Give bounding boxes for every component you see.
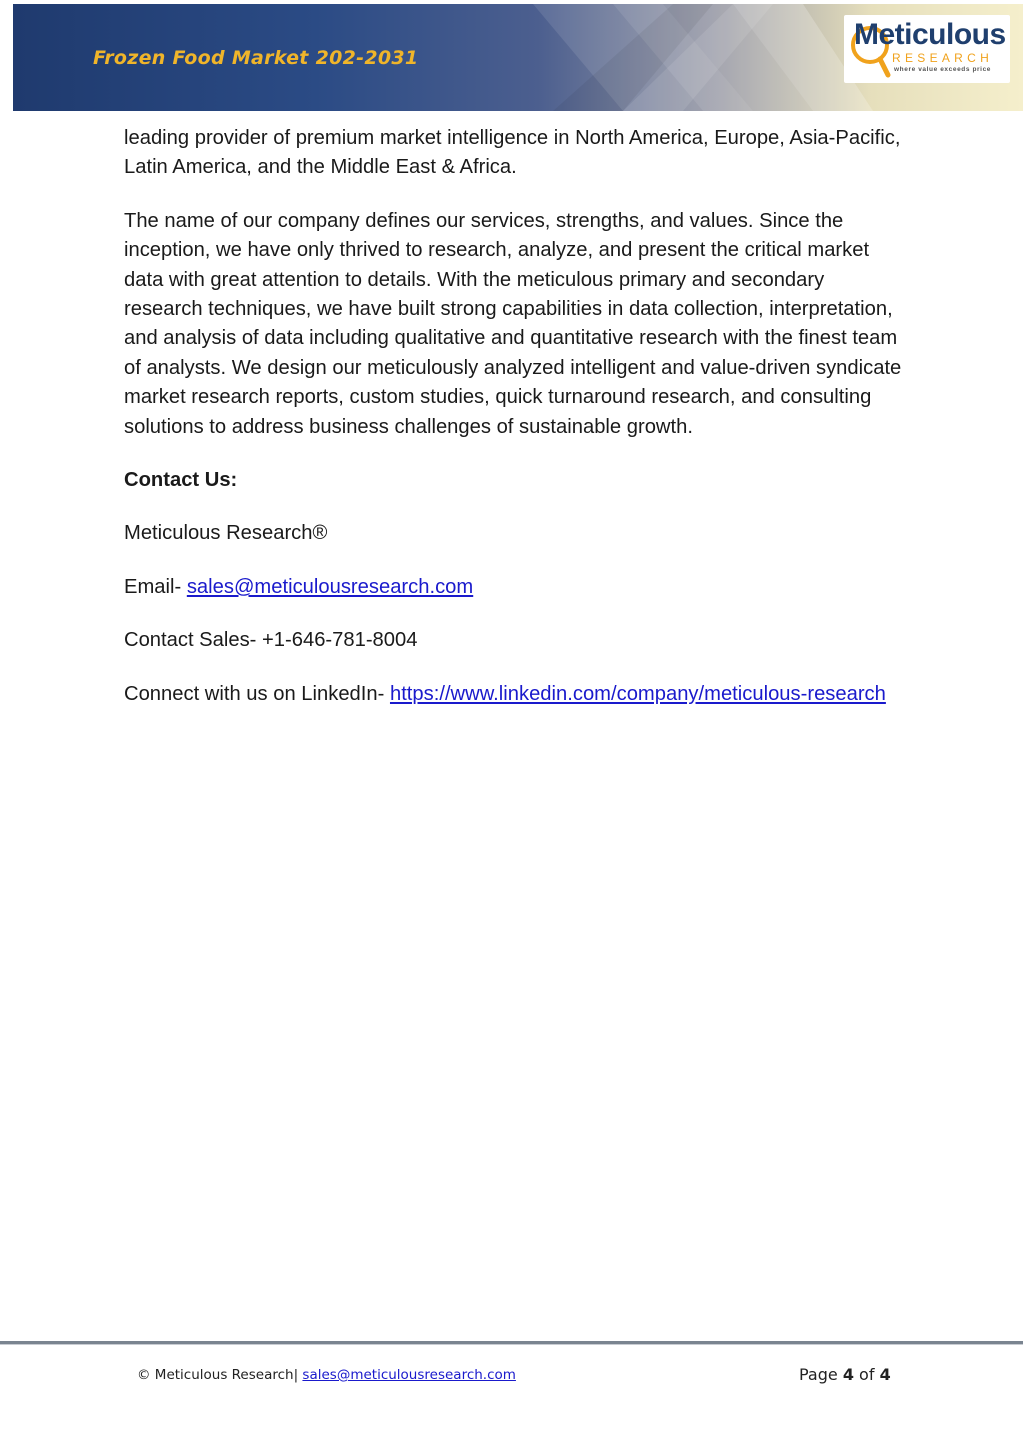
footer-email-link[interactable]: sales@meticulousresearch.com — [302, 1367, 516, 1383]
email-link[interactable]: sales@meticulousresearch.com — [186, 575, 474, 598]
logo-tagline: where value exceeds price — [894, 66, 992, 73]
contact-heading: Contact Us: — [124, 469, 238, 492]
page-header-banner — [13, 4, 1023, 111]
company-description-paragraph: The name of our company defines our services, strengths, and values. Since the inception, we have only thrived to research, analyze, and present the critical market data with great attention to details. With the meticulous primary and secondary research techniques, we have built strong capabilities in data collection, interpretation, and analysis of data including qualitative and quantitative research with the finest team of analysts. We design our meticulously analyzed intelligent and value-driven syndicate market research reports, custom studies, quick turnaround research, and consulting solutions to address business challenges of sustainable growth. — [124, 209, 902, 438]
contact-sales-line: Contact Sales- +1-646-781-8004 — [124, 629, 418, 652]
footer-copyright — [137, 1367, 516, 1383]
linkedin-link[interactable]: https://www.linkedin.com/company/meticulous-research — [389, 682, 886, 705]
logo-wordmark: Meticulous — [854, 18, 1006, 51]
page-number — [799, 1365, 891, 1384]
meticulous-research-logo — [844, 15, 1010, 83]
page-content — [124, 124, 904, 733]
current-page: 4 — [842, 1365, 854, 1384]
email-line — [124, 573, 904, 602]
linkedin-label: Connect with us on LinkedIn- — [124, 682, 390, 705]
copyright-text: © Meticulous Research| — [137, 1367, 303, 1383]
intro-paragraph: leading provider of premium market intelligence in North America, Europe, Asia-Pacific, Latin America, and the Middle East & Africa. — [124, 127, 901, 179]
page-label: Page — [799, 1365, 843, 1384]
logo-subtitle: RESEARCH — [892, 51, 994, 65]
linkedin-line — [124, 680, 904, 709]
footer-divider — [0, 1341, 1023, 1345]
email-label: Email- — [124, 575, 187, 598]
report-title: Frozen Food Market 202-2031 — [93, 47, 419, 69]
company-name: Meticulous Research® — [124, 522, 328, 545]
page-of-label: of — [853, 1365, 880, 1384]
total-pages: 4 — [879, 1365, 891, 1384]
